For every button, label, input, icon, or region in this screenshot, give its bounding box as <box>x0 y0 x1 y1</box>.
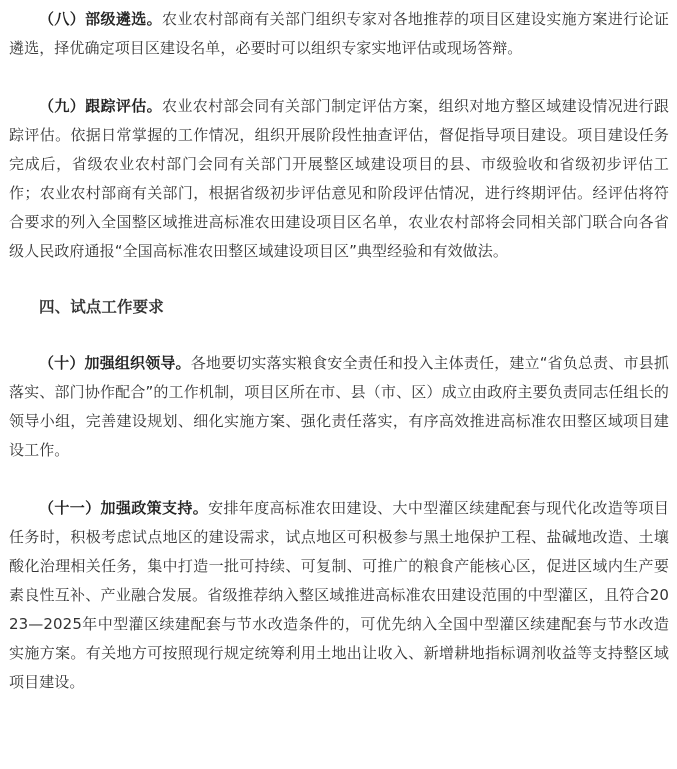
paragraph-tracking-evaluation <box>9 92 669 266</box>
document-body <box>9 5 669 697</box>
paragraph-text: 农业农村部商有关部门组织专家对各地推荐的项目区建设实施方案进行论证遴选，择优确定项目区建设名单，必要时可以组织专家实地评估或现场答辩。 <box>9 10 669 57</box>
paragraph-policy-support <box>9 494 669 697</box>
paragraph-organizational-leadership <box>9 349 669 465</box>
paragraph-lead: （十）加强组织领导。 <box>39 354 191 372</box>
paragraph-text: 各地要切实落实粮食安全责任和投入主体责任，建立“省负总责、市县抓落实、部门协作配合”的工作机制，项目区所在市、县（市、区）成立由政府主要负责同志任组长的领导小组，完善建设规划、细化实施方案、强化责任落实，有序高效推进高标准农田整区域项目建设工作。 <box>9 354 669 459</box>
paragraph-lead: （九）跟踪评估。 <box>39 97 162 115</box>
paragraph-ministerial-selection <box>9 5 669 63</box>
paragraph-lead: （十一）加强政策支持。 <box>39 499 209 517</box>
paragraph-lead: （八）部级遴选。 <box>39 10 162 28</box>
paragraph-text: 安排年度高标准农田建设、大中型灌区续建配套与现代化改造等项目任务时，积极考虑试点地区的建设需求，试点地区可积极参与黑土地保护工程、盐碱地改造、土壤酸化治理相关任务，集中打造一批可持续、可复制、可推广的粮食产能核心区，促进区域内生产要素良性互补、产业融合发展。省级推荐纳入整区域推进高标准农田建设范围的中型灌区，且符合2023—2025年中型灌区续建配套与节水改造条件的，可优先纳入全国中型灌区续建配套与节水改造实施方案。有关地方可按照现行规定统筹利用土地出让收入、新增耕地指标调剂收益等支持整区域项目建设。 <box>9 499 669 691</box>
section-heading: 四、试点工作要求 <box>39 298 164 316</box>
paragraph-text: 农业农村部会同有关部门制定评估方案，组织对地方整区域建设情况进行跟踪评估。依据日常掌握的工作情况，组织开展阶段性抽查评估，督促指导项目建设。项目建设任务完成后，省级农业农村部门会同有关部门开展整区域建设项目的县、市级验收和省级初步评估工作；农业农村部商有关部门，根据省级初步评估意见和阶段评估情况，进行终期评估。经评估将符合要求的列入全国整区域推进高标准农田建设项目区名单，农业农村部将会同相关部门联合向各省级人民政府通报“全国高标准农田整区域建设项目区”典型经验和有效做法。 <box>9 97 669 260</box>
